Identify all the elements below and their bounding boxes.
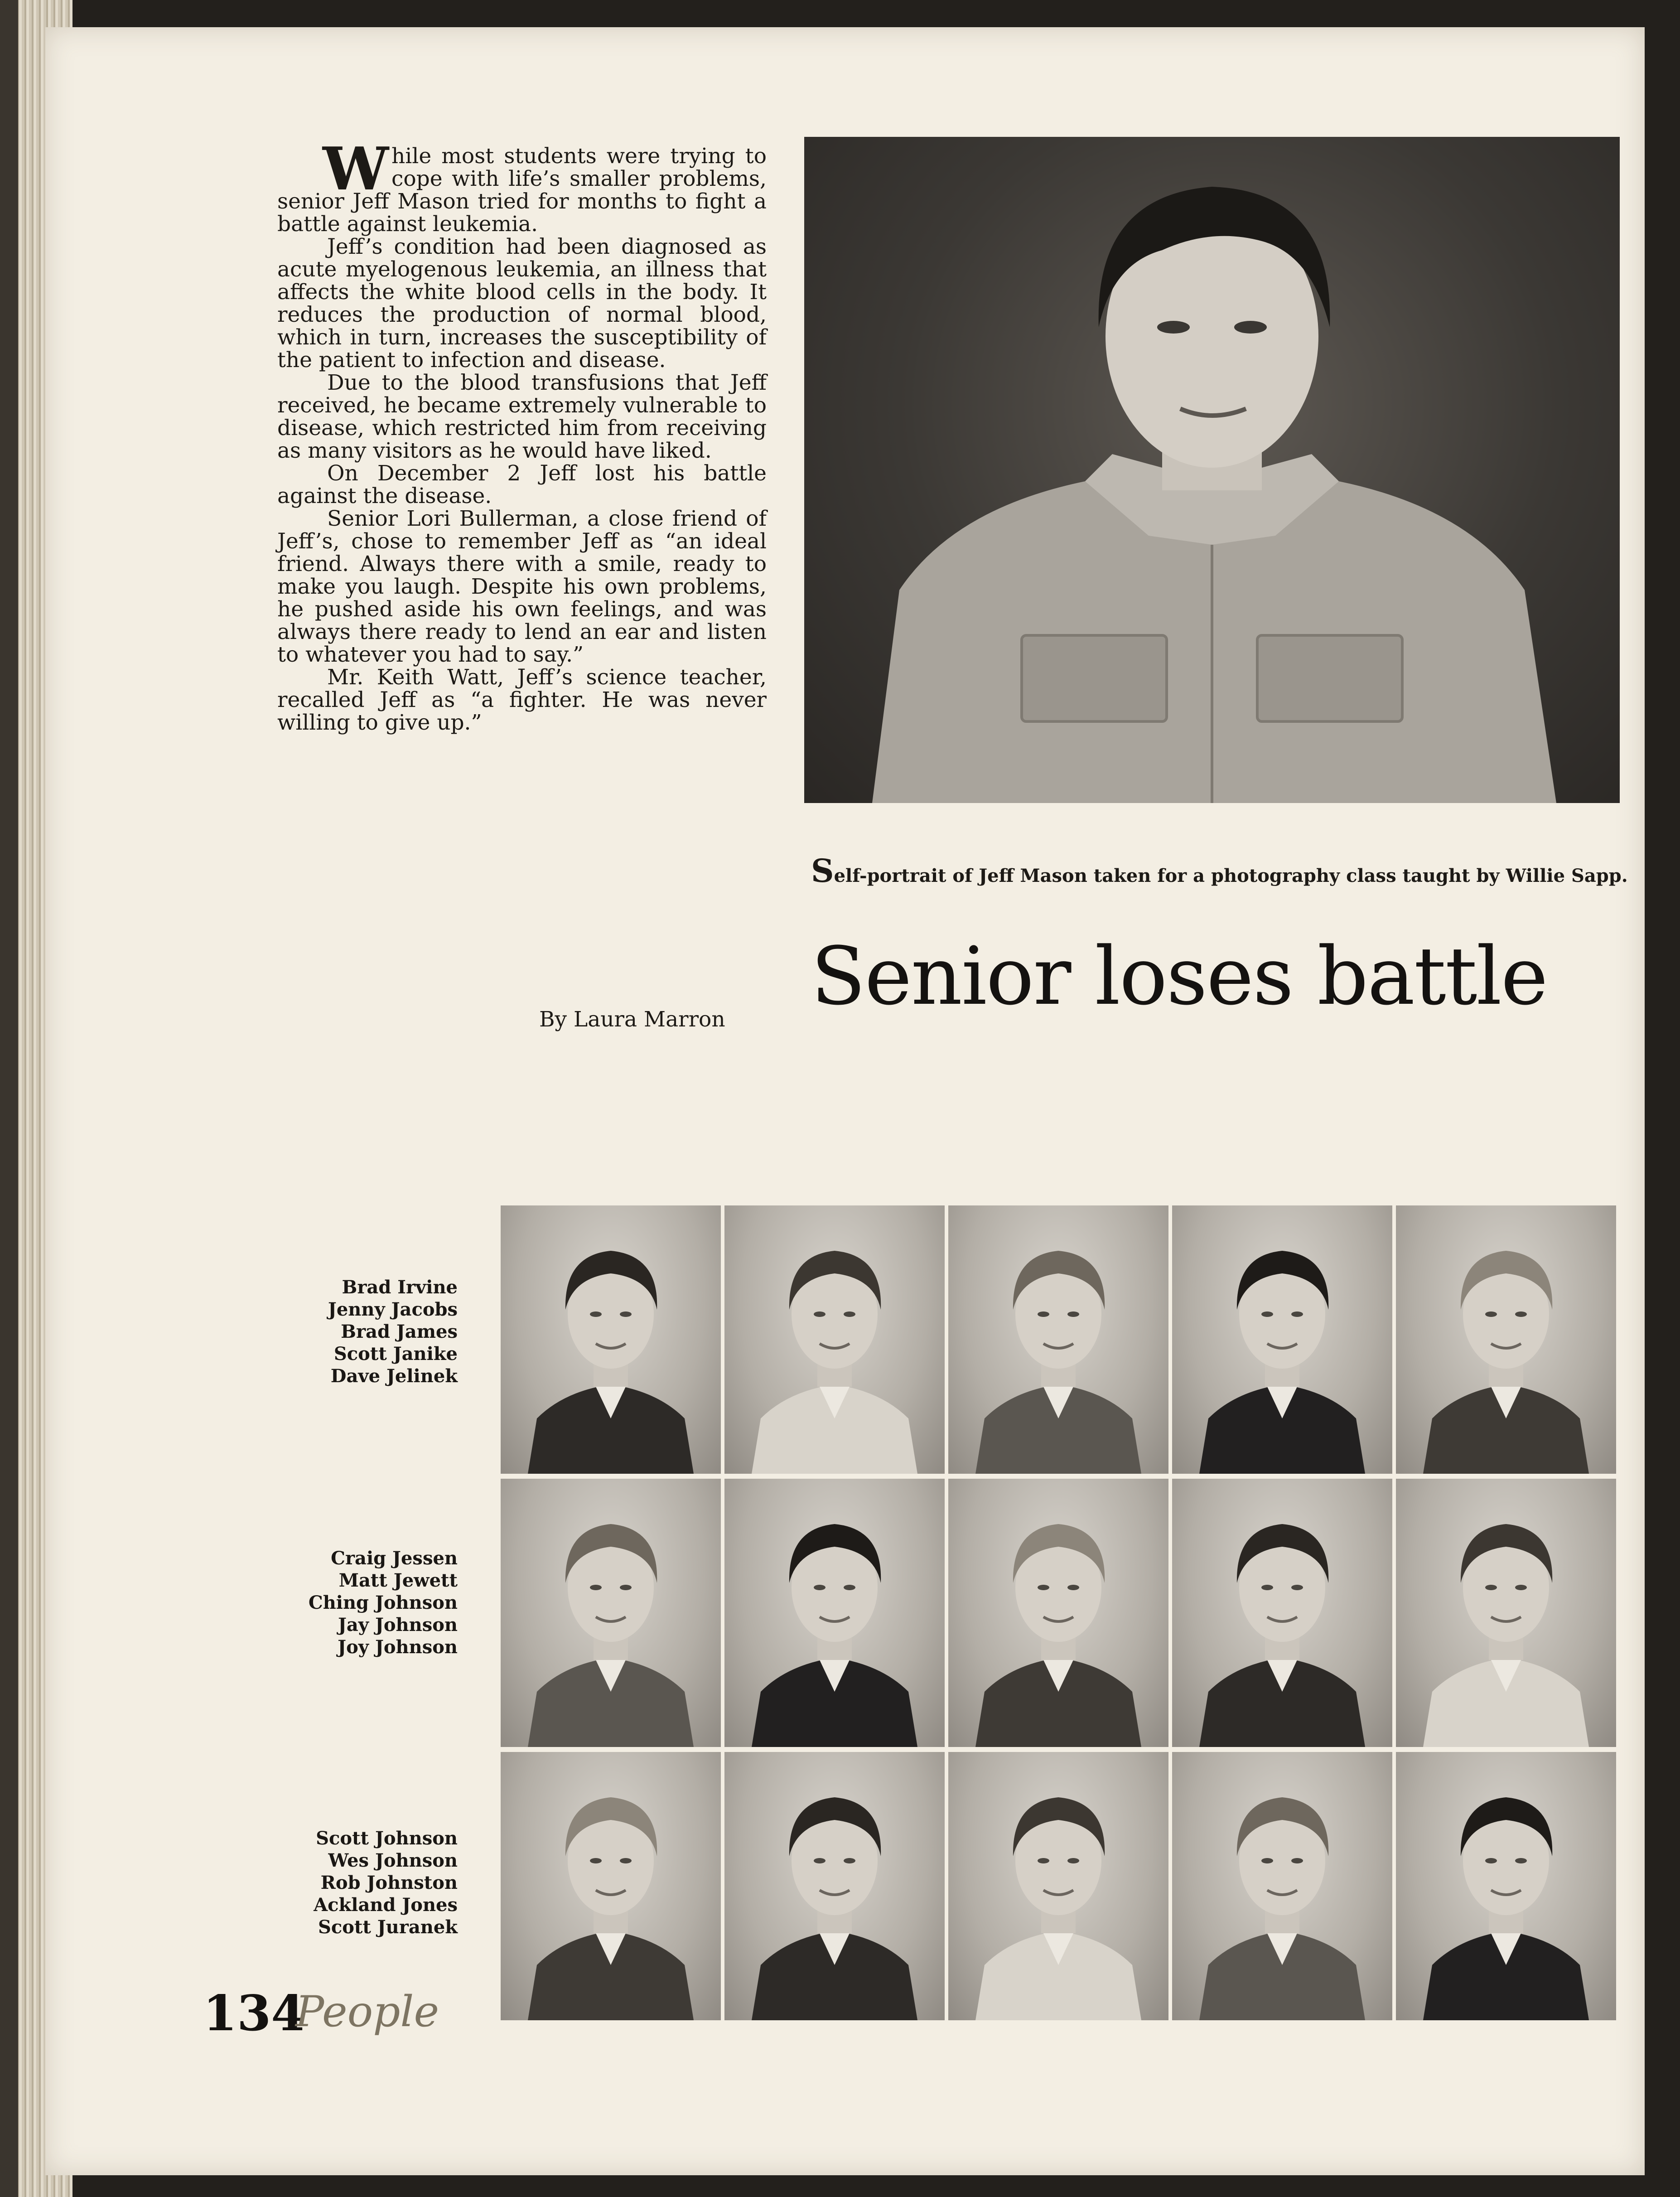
portrait-photo [1172, 1752, 1392, 2020]
byline: By Laura Marron [539, 1007, 725, 1032]
portrait-illustration [804, 137, 1620, 803]
article-paragraph-5: Senior Lori Bullerman, a close friend of Jeff’s, chose to remember Jeff as “an ideal friend. Always there with a smile, ready to make you laugh. Despite his own problems, he pushed aside his own feelings, and was always there ready to lend an ear and listen to whatever you had to say.” [277, 506, 767, 667]
section-title: People [295, 1987, 439, 2037]
portrait-photo [724, 1479, 945, 1747]
name-label: Matt Jewett [338, 1570, 458, 1591]
caption-text: elf-portrait of Jeff Mason taken for a photography class taught by Willie Sapp. [834, 865, 1628, 886]
drop-cap: W [323, 134, 387, 203]
portrait-photo [1172, 1205, 1392, 1474]
article-paragraph-3: Due to the blood transfusions that Jeff received, he became extremely vulnerable to disease, which restricted him from receiving as many visitors as he would have liked. [277, 370, 767, 463]
hero-portrait-photo [804, 137, 1620, 803]
portrait-photo [1396, 1479, 1616, 1747]
portrait-photo [724, 1205, 945, 1474]
portrait-photo [948, 1205, 1168, 1474]
name-label: Wes Johnson [328, 1850, 458, 1871]
names-row-2 [222, 1547, 458, 1658]
name-label: Scott Juranek [318, 1916, 458, 1938]
senior-portrait-grid [501, 1205, 1620, 2026]
binding-shadow [0, 0, 18, 2197]
portrait-photo [948, 1479, 1168, 1747]
names-row-1 [222, 1276, 458, 1387]
name-label: Brad James [341, 1321, 458, 1342]
portrait-photo [501, 1752, 721, 2020]
article-paragraph-4: On December 2 Jeff lost his battle against the disease. [277, 461, 767, 508]
article-paragraph-2: Jeff’s condition had been diagnosed as acute myelogenous leukemia, an illness that affects the white blood cells in the body. It reduces the production of normal blood, which in turn, increases the susceptibility of the patient to infection and disease. [277, 234, 767, 373]
name-label: Dave Jelinek [330, 1365, 458, 1387]
name-label: Joy Johnson [338, 1636, 458, 1658]
caption-initial: S [811, 852, 834, 890]
name-label: Scott Johnson [316, 1828, 458, 1849]
paragraph-1-text: hile most students were trying to cope with life’s smaller problems, senior Jeff Mason tried for months to fight a battle against leukemia. [277, 144, 767, 237]
name-label: Ching Johnson [308, 1592, 458, 1613]
name-label: Rob Johnston [320, 1872, 458, 1893]
portrait-photo [948, 1752, 1168, 2020]
portrait-photo [501, 1479, 721, 1747]
portrait-photo [1396, 1205, 1616, 1474]
page-number: 134 [203, 1985, 305, 2042]
name-label: Jay Johnson [338, 1614, 458, 1636]
portrait-photo [501, 1205, 721, 1474]
names-row-3 [222, 1827, 458, 1938]
name-label: Scott Janike [333, 1343, 458, 1365]
portrait-photo [1396, 1752, 1616, 2020]
name-label: Jenny Jacobs [328, 1299, 458, 1320]
portrait-photo [724, 1752, 945, 2020]
headline: Senior loses battle [811, 930, 1547, 1023]
article-paragraph-1 [277, 134, 767, 237]
name-label: Brad Irvine [342, 1277, 458, 1298]
photo-caption [811, 852, 1628, 890]
name-label: Craig Jessen [331, 1548, 458, 1569]
article-body [277, 134, 767, 735]
name-label: Ackland Jones [314, 1894, 458, 1916]
article-paragraph-6: Mr. Keith Watt, Jeff’s science teacher, recalled Jeff as “a fighter. He was never willing to give up.” [277, 665, 767, 735]
portrait-photo [1172, 1479, 1392, 1747]
